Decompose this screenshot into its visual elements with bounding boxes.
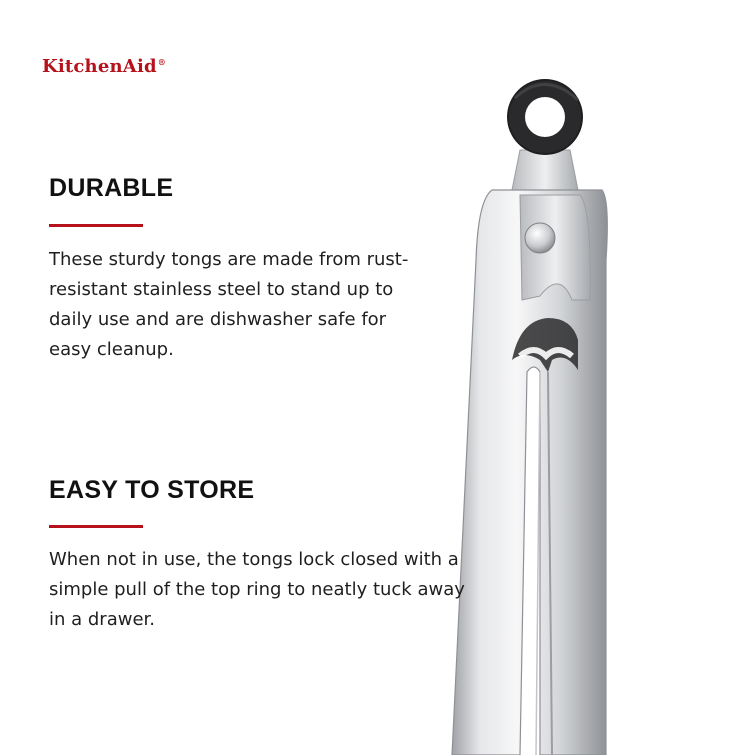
easy-to-store-heading: EASY TO STORE — [49, 476, 255, 504]
easy-to-store-description: When not in use, the tongs lock closed with a simple pull of the top ring to neatly tuck away in a drawer. — [49, 549, 465, 630]
easy-to-store-divider — [49, 525, 143, 528]
kitchenaid-logo — [42, 56, 166, 77]
logo-text: KitchenAid — [42, 56, 157, 77]
registered-mark: ® — [157, 57, 166, 67]
durable-heading: DURABLE — [49, 174, 174, 202]
durable-divider — [49, 224, 143, 227]
durable-description: These sturdy tongs are made from rust-resistant stainless steel to stand up to daily use and are dishwasher safe for easy cleanup. — [49, 249, 409, 360]
